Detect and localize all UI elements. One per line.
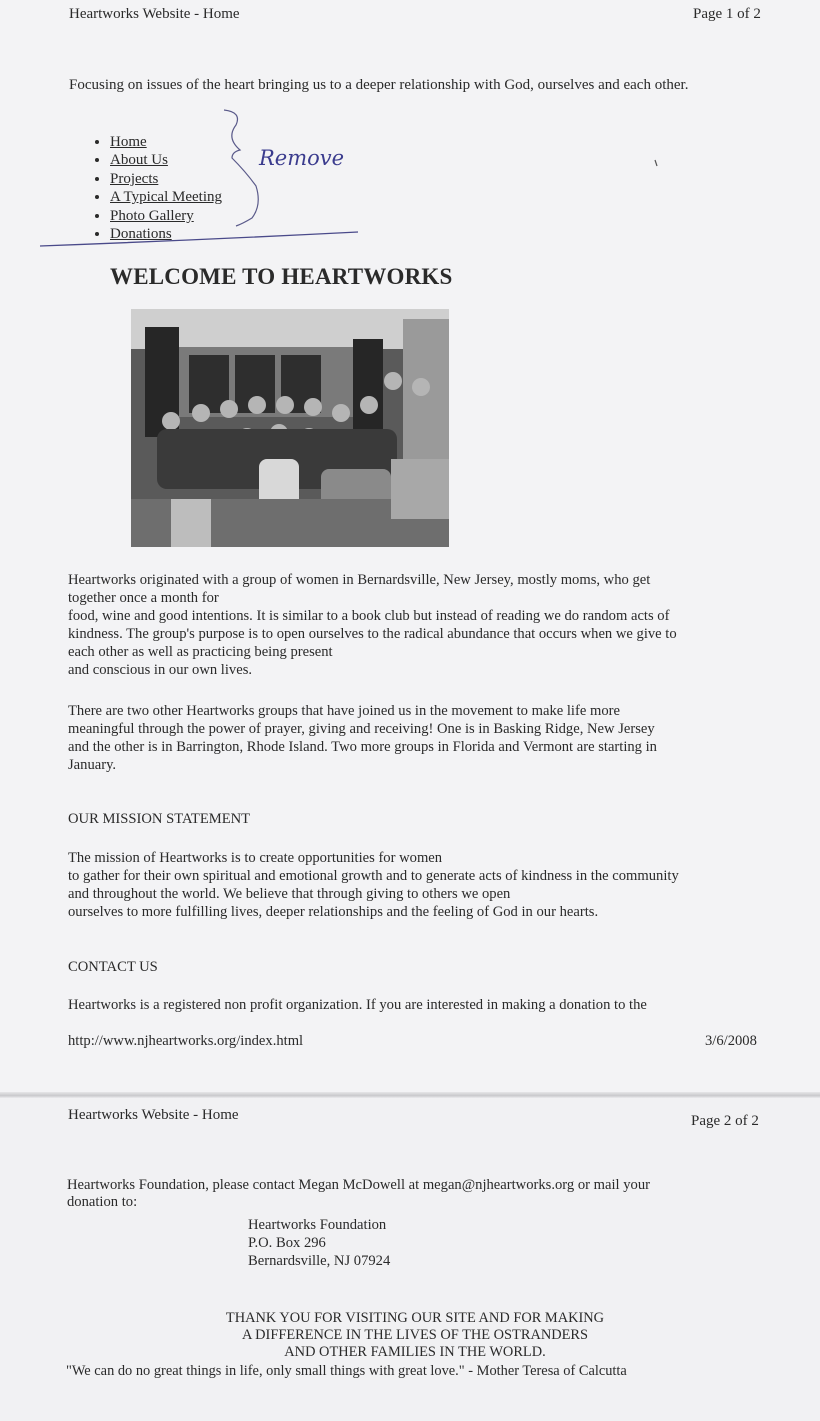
nav-link-home[interactable]: Home [110, 134, 147, 150]
thank-you-line: AND OTHER FAMILIES IN THE WORLD. [284, 1344, 546, 1360]
nav-item-photo-gallery [110, 207, 222, 225]
footer-url: http://www.njheartworks.org/index.html [68, 1033, 304, 1049]
nav-link-about-us[interactable]: About Us [110, 152, 168, 169]
intro-line: food, wine and good intentions. It is similar to a book club but instead of reading we do random acts of [68, 608, 670, 624]
page-2 [0, 1098, 820, 1421]
address-line: P.O. Box 296 [248, 1235, 326, 1251]
footer-date: 3/6/2008 [705, 1033, 757, 1049]
address-line: Bernardsville, NJ 07924 [248, 1253, 391, 1269]
nav-item-projects [110, 170, 222, 188]
groups-paragraph [68, 702, 788, 774]
page-number: Page 1 of 2 [693, 6, 761, 22]
page-header-title: Heartworks Website - Home [68, 1107, 239, 1123]
mailing-address [248, 1216, 390, 1270]
nav-link-projects[interactable]: Projects [110, 170, 159, 187]
intro-line: together once a month for [68, 590, 219, 606]
intro-paragraph [68, 571, 788, 679]
intro-line: kindness. The group's purpose is to open ourselves to the radical abundance that occurs when we give to [68, 626, 677, 642]
contact-heading: CONTACT US [68, 959, 158, 975]
page-header-title: Heartworks Website - Home [69, 6, 240, 22]
mission-line: and throughout the world. We believe that through giving to others we open [68, 886, 511, 902]
groups-line: meaningful through the power of prayer, giving and receiving! One is in Basking Ridge, New Jersey [68, 721, 655, 737]
tagline: Focusing on issues of the heart bringing us to a deeper relationship with God, ourselves and each other. [69, 77, 689, 93]
quote: "We can do no great things in life, only small things with great love." - Mother Teresa of Calcutta [66, 1363, 627, 1379]
nav-link-photo-gallery[interactable]: Photo Gallery [110, 207, 194, 224]
nav-link-donations[interactable]: Donations [110, 226, 172, 243]
group-photo [131, 309, 449, 547]
nav-item-home [110, 133, 222, 151]
contact-continued-line: Heartworks Foundation, please contact Megan McDowell at megan@njheartworks.org or mail your [67, 1177, 650, 1193]
thank-you-message [5, 1310, 820, 1361]
nav-link-typical-meeting[interactable]: A Typical Meeting [110, 189, 222, 206]
address-line: Heartworks Foundation [248, 1217, 387, 1233]
mission-line: ourselves to more fulfilling lives, deeper relationships and the feeling of God in our hearts. [68, 904, 599, 920]
mission-line: to gather for their own spiritual and emotional growth and to generate acts of kindness in the community [68, 868, 679, 884]
nav-item-donations [110, 225, 222, 243]
mission-paragraph [68, 849, 788, 921]
contact-line: Heartworks is a registered non profit organization. If you are interested in making a donation to the [68, 997, 647, 1013]
intro-line: Heartworks originated with a group of women in Bernardsville, New Jersey, mostly moms, who get [68, 572, 651, 588]
intro-line: each other as well as practicing being present [68, 644, 333, 660]
intro-line: and conscious in our own lives. [68, 662, 253, 678]
groups-line: and the other is in Barrington, Rhode Island. Two more groups in Florida and Vermont are starting in [68, 739, 657, 755]
page-number: Page 2 of 2 [691, 1113, 759, 1129]
mission-line: The mission of Heartworks is to create opportunities for women [68, 850, 443, 866]
thank-you-line: THANK YOU FOR VISITING OUR SITE AND FOR MAKING [225, 1310, 605, 1326]
annotation-text: Remove [259, 146, 345, 170]
group-photo-image [131, 309, 449, 547]
thank-you-line: A DIFFERENCE IN THE LIVES OF THE OSTRANDERS [241, 1327, 589, 1343]
groups-line: There are two other Heartworks groups that have joined us in the movement to make life more [68, 703, 620, 719]
nav-item-about [110, 151, 222, 169]
nav-list [88, 133, 222, 243]
contact-continued [67, 1177, 787, 1211]
nav-item-typical-meeting [110, 188, 222, 206]
groups-line: January. [68, 757, 117, 773]
welcome-title: WELCOME TO HEARTWORKS [110, 264, 453, 289]
contact-continued-line: donation to: [67, 1194, 138, 1210]
mission-heading: OUR MISSION STATEMENT [68, 811, 251, 827]
